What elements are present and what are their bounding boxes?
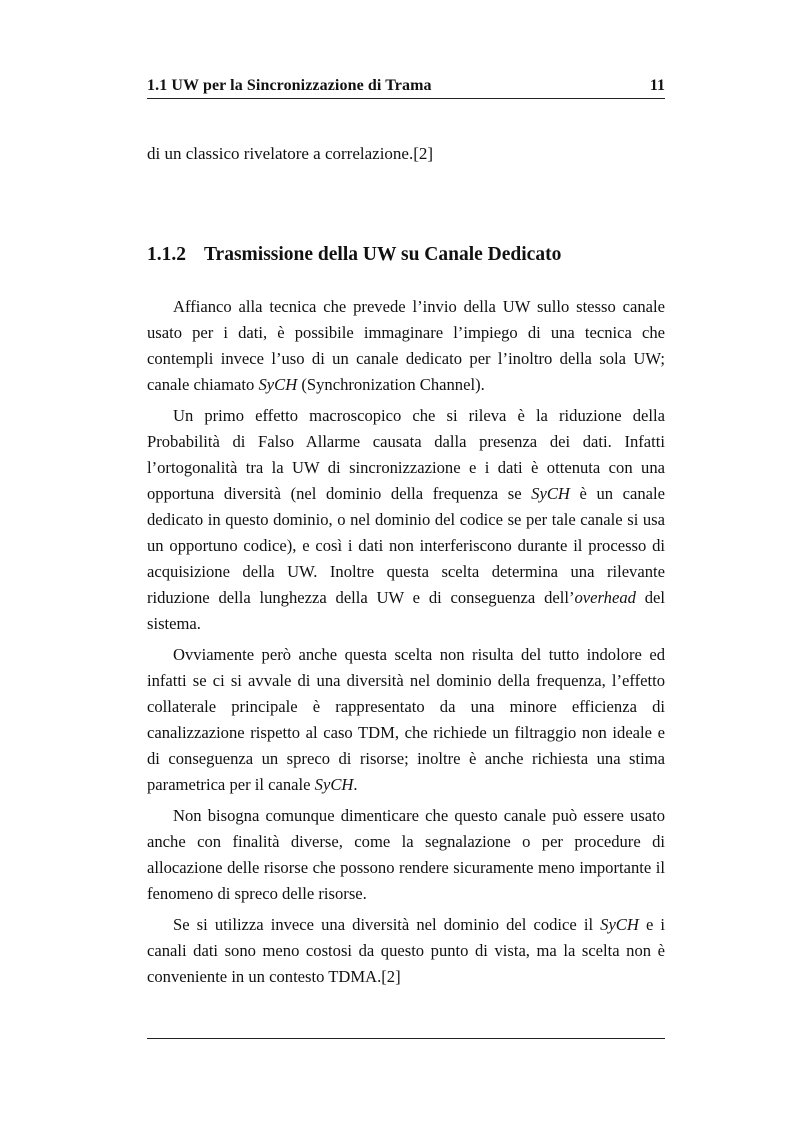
footer-rule [147,1038,665,1039]
term-sych: SyCH [314,775,354,794]
paragraph: Affianco alla tecnica che prevede l’invio della UW sullo stesso canale usato per i dati, è possibile immaginare l’impiego di una tecnica che contempli invece l’uso di un canale dedicato per l’inoltro della sola UW; canale chiamato SyCH (Synchronization Channel). [147,297,665,394]
running-header [147,76,665,99]
page-number: 11 [649,77,665,94]
term-sych: SyCH [600,915,639,934]
term-sych: SyCH [531,484,570,503]
term-overhead: overhead [574,588,636,607]
running-header-title: 1.1 UW per la Sincronizzazione di Trama [147,77,432,94]
term-sych: SyCH [258,375,298,394]
continued-text-line: di un classico rivelatore a correlazione.[2] [147,144,434,163]
paragraph: Se si utilizza invece una diversità nel dominio del codice il SyCH e i canali dati sono meno costosi da questo punto di vista, ma la scelta non è conveniente in un contesto TDMA.[2] [147,915,665,986]
paragraph: Un primo effetto macroscopico che si rileva è la riduzione della Probabilità di Falso Allarme causata dalla presenza dei dati. Infatti l’ortogonalità tra la UW di sincronizzazione e i dati è ottenuta con una opportuna diversità (nel dominio della frequenza se SyCH è un canale dedicato in questo dominio, o nel dominio del codice se per tale canale si usa un opportuno codice), e così i dati non interferiscono durante il processo di acquisizione della UW. Inoltre questa scelta determina una rilevante riduzione della lunghezza della UW e di conseguenza dell’overhead del sistema. [147,406,665,633]
section-title: Trasmissione della UW su Canale Dedicato [204,244,562,265]
paragraph: Ovviamente però anche questa scelta non risulta del tutto indolore ed infatti se ci si avvale di una diversità nel dominio della frequenza, l’effetto collaterale principale è rappresentato da una minore efficienza di canalizzazione rispetto al caso TDM, che richiede un filtraggio non ideale e di conseguenza un spreco di risorse; inoltre è anche richiesta una stima parametrica per il canale SyCH. [147,645,665,794]
paragraph: Non bisogna comunque dimenticare che questo canale può essere usato anche con finalità diverse, come la segnalazione o per procedure di allocazione delle risorse che possono rendere sicuramente meno importante il fenomeno di spreco delle risorse. [147,806,665,903]
section-body [147,294,665,995]
section-heading [147,244,561,266]
section-number: 1.1.2 [147,244,186,265]
